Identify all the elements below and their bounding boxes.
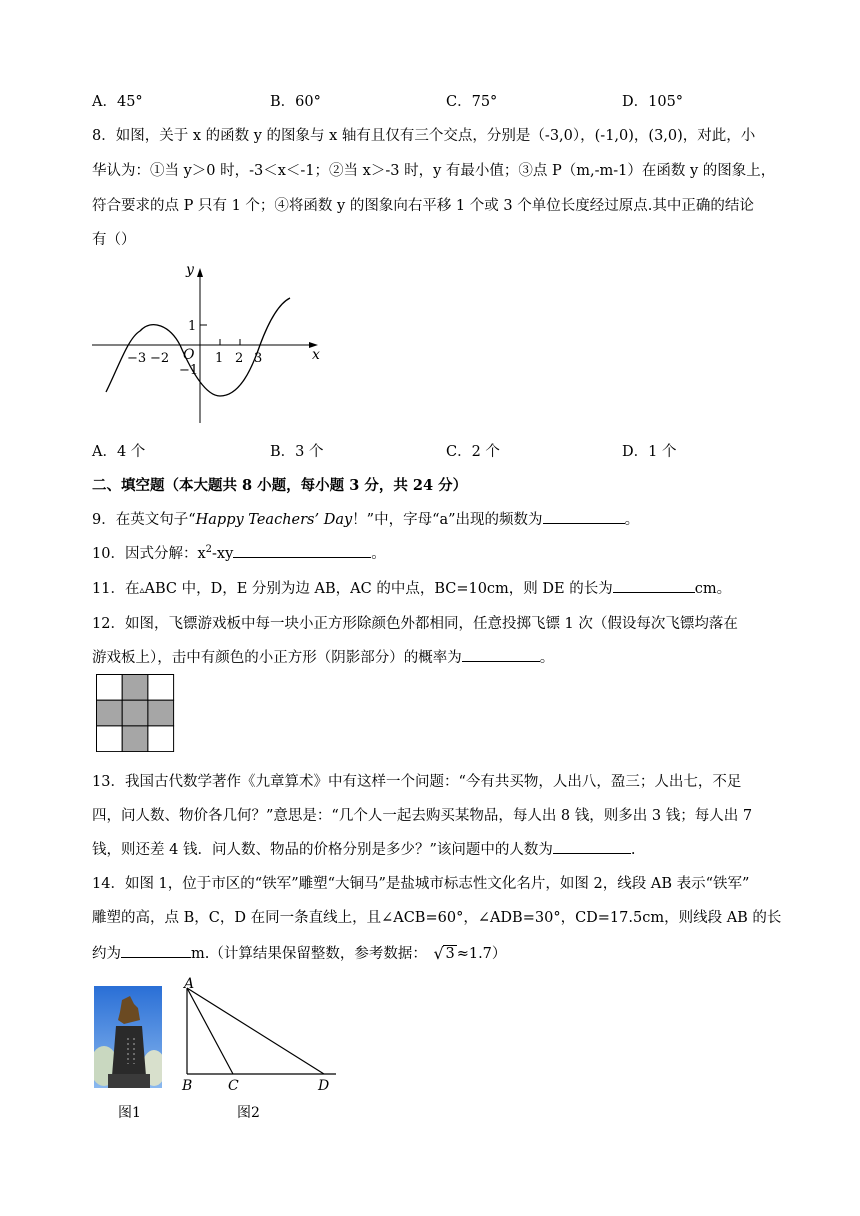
q12-line-2: 游戏板上），击中有颜色的小正方形（阴影部分）的概率为 。 [92,650,555,666]
q9: 9．在英文句子“Happy Teachers’ Day！”中，字母“a”出现的频数为 。 [92,512,640,528]
q8-option-b: B．3 个 [270,444,324,460]
q8-option-a: A．4 个 [92,444,146,460]
point-c-label: C [228,1078,239,1094]
statue-photo [94,986,162,1088]
q8-line-2: 华认为：①当 y＞0 时，-3＜x＜-1；②当 x＞-3 时，y 有最小值；③点 P（m,-m-1）在函数 y 的图象上， [92,163,776,179]
origin-label: O [183,347,195,363]
q8-line-1: 8．如图，关于 x 的函数 y 的图象与 x 轴有且仅有三个交点，分别是（-3,0），(-1,0)，(3,0)，对此，小 [92,128,756,144]
q13-line-2: 四，问人数、物价各几何？”意思是：“几个人一起去购买某物品，每人出 8 钱，则多出 3 钱；每人出 7 [92,808,753,824]
sqrt-icon: √ 3 [433,944,455,963]
q8-function-graph [90,258,335,428]
y-tick-label: 1 [188,319,197,334]
q9-sentence: Happy Teachers’ Day [195,512,353,528]
q8-option-d: D．1 个 [622,444,677,460]
x-tick-label: −2 [150,351,170,366]
q11: 11．在▵ABC 中，D，E 分别为边 AB，AC 的中点，BC=10cm，则 DE 的长为 cm。 [92,581,732,597]
q7-option-a: A．45° [92,94,143,110]
q13-line-3: 钱，则还差 4 钱．问人数、物品的价格分别是多少？”该问题中的人数为 . [92,842,636,858]
point-b-label: B [182,1078,193,1094]
q10: 10．因式分解：$x^2-xy$ 。 [92,544,386,562]
y-axis-arrow [197,268,203,277]
answer-blank [462,649,540,662]
q7-option-b: B．60° [270,94,321,110]
q8-line-3: 符合要求的点 P 只有 1 个；④将函数 y 的图象向右平移 1 个或 3 个单位长度经过原点.其中正确的结论 [92,198,754,214]
section-heading: 二、填空题（本大题共 8 小题，每小题 3 分，共 24 分） [92,477,468,494]
q14-line-1: 14．如图 1，位于市区的“铁军”雕塑“大铜马”是盐城市标志性文化名片，如图 2，线段 AB 表示“铁军” [92,876,750,892]
answer-blank [543,511,625,524]
dart-board-grid [96,674,176,752]
figure-2-caption: 图2 [237,1105,260,1121]
answer-blank [121,945,191,958]
x-tick-label: 1 [215,351,224,366]
x-axis-label: x [312,347,320,363]
segment-ac [187,988,233,1074]
q14-line-3: 约为 m.（计算结果保留整数，参考数据： √ 3 ≈1.7） [92,944,507,963]
q8-line-4: 有（） [92,232,136,248]
x-tick-label: −3 [127,351,147,366]
figure-1-caption: 图1 [118,1105,141,1121]
triangle-figure [176,976,340,1094]
q12-line-1: 12．如图，飞镖游戏板中每一块小正方形除颜色外都相同，任意投掷飞镖 1 次（假设每次飞镖均落在 [92,616,738,632]
triangle-icon: ▵ [139,585,145,596]
q7-option-d: D．105° [622,94,684,110]
q7-option-c: C．75° [446,94,498,110]
y-tick-label: −1 [179,363,199,378]
function-curve [106,298,290,396]
q13-line-1: 13．我国古代数学著作《九章算术》中有这样一个问题：“今有共买物，人出八，盈三；人出七，不足 [92,774,742,790]
q14-line-2: 雕塑的高，点 B，C，D 在同一条直线上，且∠ACB=60°，∠ADB=30°，CD=17.5cm，则线段 AB 的长 [92,910,782,926]
x-tick-label: 2 [235,351,244,366]
answer-blank [553,841,631,854]
x-tick-label: 3 [254,351,263,366]
segment-ad [187,988,324,1074]
answer-blank [613,580,695,593]
answer-blank [233,545,371,558]
q8-option-c: C．2 个 [446,444,500,460]
point-a-label: A [184,976,195,992]
point-d-label: D [318,1078,330,1094]
y-axis-label: y [186,262,194,278]
